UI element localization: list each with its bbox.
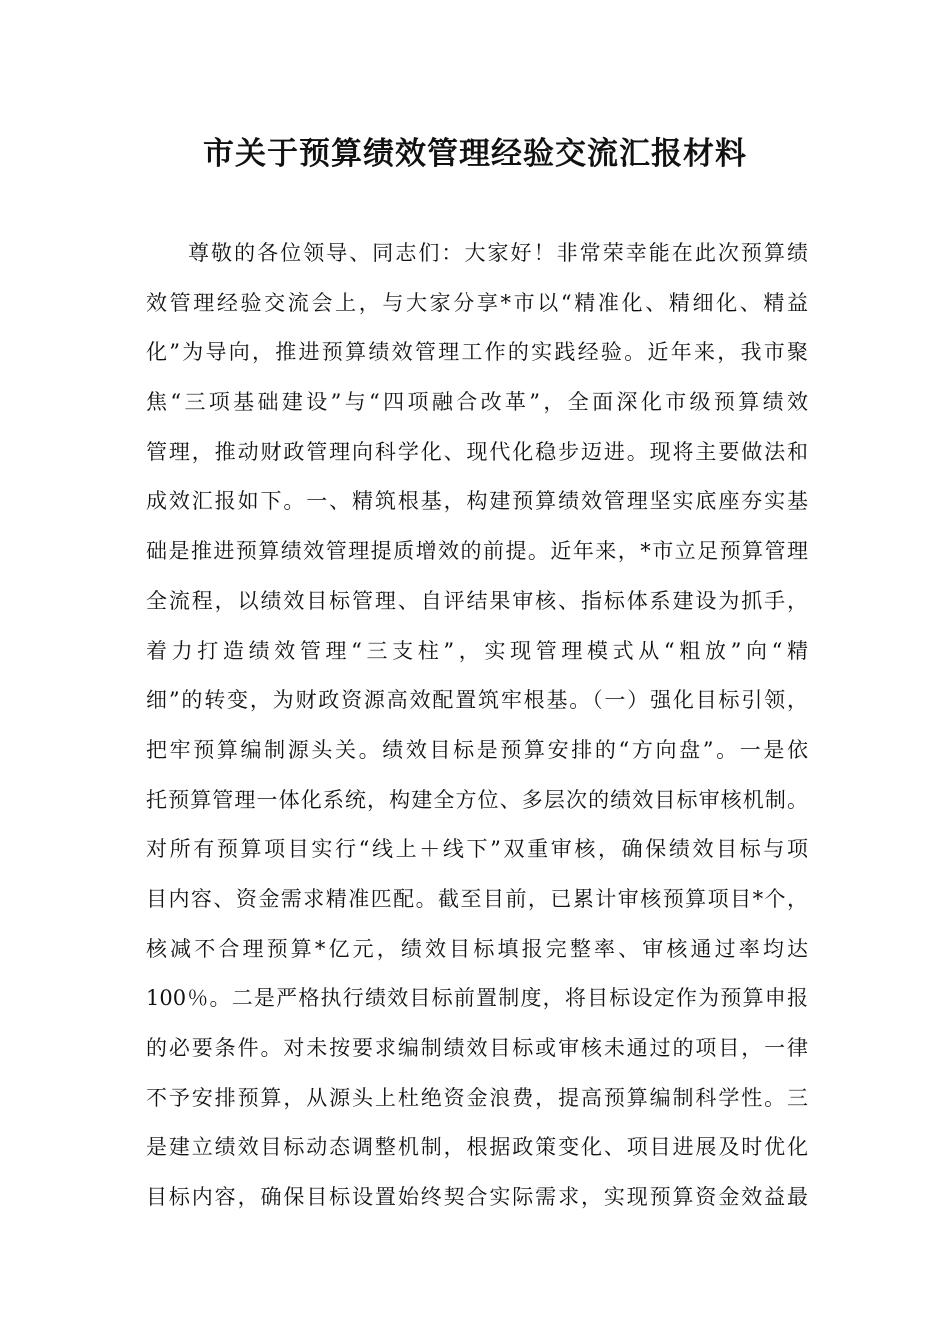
body-line: 托预算管理一体化系统，构建全方位、多层次的绩效目标审核机制。	[146, 787, 808, 812]
document-title: 市关于预算绩效管理经验交流汇报材料	[203, 136, 747, 172]
body-line: 尊敬的各位领导、同志们：大家好！非常荣幸能在此次预算绩	[188, 241, 808, 265]
body-line: 化”为导向，推进预算绩效管理工作的实践经验。近年来，我市聚	[146, 340, 808, 365]
body-line: 效管理经验交流会上，与大家分享*市以“精准化、精细化、精益	[146, 290, 808, 315]
body-line: 着力打造绩效管理“三支柱”，实现管理模式从“粗放”向“精	[146, 638, 808, 663]
body-line: 目内容、资金需求精准匹配。截至目前，已累计审核预算项目*个，	[146, 886, 808, 911]
body-line: 不予安排预算，从源头上杜绝资金浪费，提高预算编制科学性。三	[146, 1085, 808, 1110]
body-line: 础是推进预算绩效管理提质增效的前提。近年来，*市立足预算管理	[146, 539, 808, 564]
body-line: 目标内容，确保目标设置始终契合实际需求，实现预算资金效益最	[146, 1185, 808, 1210]
body-line: 全流程，以绩效目标管理、自评结果审核、指标体系建设为抓手，	[146, 588, 808, 613]
body-line: 核减不合理预算*亿元，绩效目标填报完整率、审核通过率均达	[146, 936, 808, 961]
body-line: 管理，推动财政管理向科学化、现代化稳步迈进。现将主要做法和	[146, 439, 808, 464]
body-line: 焦“三项基础建设”与“四项融合改革”，全面深化市级预算绩效	[146, 390, 808, 415]
body-line: 的必要条件。对未按要求编制绩效目标或审核未通过的项目，一律	[146, 1036, 808, 1060]
body-line: 100％。二是严格执行绩效目标前置制度，将目标设定作为预算申报	[146, 986, 808, 1011]
document-body	[146, 229, 836, 1223]
body-line: 成效汇报如下。一、精筑根基，构建预算绩效管理坚实底座夯实基	[146, 489, 808, 514]
body-line: 把牢预算编制源头关。绩效目标是预算安排的“方向盘”。一是依	[146, 737, 808, 762]
body-line: 对所有预算项目实行“线上＋线下”双重审核，确保绩效目标与项	[146, 837, 808, 862]
body-line: 细”的转变，为财政资源高效配置筑牢根基。（一）强化目标引领，	[146, 688, 808, 713]
body-line: 是建立绩效目标动态调整机制，根据政策变化、项目进展及时优化	[146, 1135, 808, 1160]
